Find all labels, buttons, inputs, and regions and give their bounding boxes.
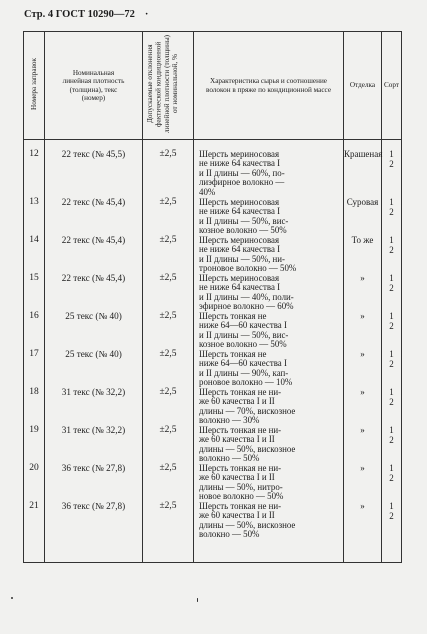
characteristic-line: длины — 50%, вискозное	[199, 519, 296, 530]
row-grade	[382, 464, 402, 502]
row-characteristic	[194, 274, 344, 312]
table-row	[24, 274, 402, 312]
characteristic-line: волокно — 30%	[199, 415, 260, 426]
characteristic-line: же 60 качества I и II	[199, 434, 275, 445]
table-row	[24, 140, 402, 199]
table-row	[24, 502, 402, 563]
table-row	[24, 388, 402, 426]
grade-value: 2	[389, 320, 394, 331]
row-grade	[382, 502, 402, 563]
grade-value: 2	[389, 282, 394, 293]
row-tolerance: ±2,5	[143, 426, 194, 464]
row-tolerance: ±2,5	[143, 274, 194, 312]
characteristic-line: Шерсть мериносовая	[199, 197, 280, 207]
grade-value: 2	[389, 396, 394, 407]
header-dot: ·	[144, 9, 149, 20]
characteristic-line: Шерсть мериносовая	[199, 273, 280, 283]
row-tolerance: ±2,5	[143, 198, 194, 236]
page-header	[24, 9, 148, 20]
col-header-characteristic: Характеристика сырья и соотношение волокон в пряже по кондиционной массе	[194, 32, 344, 140]
row-finish: »	[344, 426, 382, 464]
row-density: 22 текс (№ 45,4)	[45, 236, 143, 274]
characteristic-line: ниже 64—60 качества I	[199, 358, 287, 369]
grade-value: 2	[389, 472, 394, 483]
row-finish: Суровая	[344, 198, 382, 236]
characteristic-line: Шерсть тонкая не	[199, 311, 267, 321]
row-number: 20	[24, 464, 45, 502]
characteristic-line: ниже 64—60 качества I	[199, 320, 287, 331]
grade-value: 1	[389, 387, 394, 397]
row-grade	[382, 140, 402, 199]
characteristic-line: троновое волокно — 50%	[199, 263, 297, 274]
row-finish: »	[344, 274, 382, 312]
grade-value: 2	[389, 206, 394, 217]
characteristic-line: длины — 70%, вискозное	[199, 405, 296, 416]
grade-value: 1	[389, 425, 394, 435]
row-density: 31 текс (№ 32,2)	[45, 388, 143, 426]
row-finish: »	[344, 388, 382, 426]
characteristic-line: Шерсть тонкая не ни-	[199, 387, 282, 397]
row-characteristic	[194, 350, 344, 388]
row-density: 25 текс (№ 40)	[45, 350, 143, 388]
row-characteristic	[194, 198, 344, 236]
row-number: 17	[24, 350, 45, 388]
grade-value: 1	[389, 273, 394, 283]
grade-value: 1	[389, 235, 394, 245]
table-row	[24, 198, 402, 236]
characteristic-line: новое волокно — 50%	[199, 491, 284, 502]
row-number: 16	[24, 312, 45, 350]
row-number: 14	[24, 236, 45, 274]
characteristic-line: и II длины — 40%, поли-	[199, 291, 294, 302]
row-characteristic	[194, 426, 344, 464]
row-density: 36 текс (№ 27,8)	[45, 464, 143, 502]
row-characteristic	[194, 236, 344, 274]
characteristic-line: не ниже 64 качества I	[199, 206, 281, 217]
characteristic-line: не ниже 64 качества I	[199, 244, 281, 255]
characteristic-line: 40%	[199, 186, 216, 197]
row-characteristic	[194, 140, 344, 199]
col-header-tolerance: Допускаемые отклонения фактической кондиционной линейной плотности (толщины) от номинальной, %	[143, 32, 194, 140]
row-grade	[382, 198, 402, 236]
row-number: 21	[24, 502, 45, 563]
characteristic-line: длины — 50%, вискозное	[199, 443, 296, 454]
table-body	[24, 140, 402, 563]
grade-value: 1	[389, 197, 394, 207]
grade-value: 1	[389, 349, 394, 359]
row-tolerance: ±2,5	[143, 350, 194, 388]
characteristic-line: и II длины — 50%, вис-	[199, 215, 289, 226]
row-tolerance: ±2,5	[143, 502, 194, 563]
characteristic-line: волокно — 50%	[199, 453, 260, 464]
row-number: 19	[24, 426, 45, 464]
table-row	[24, 350, 402, 388]
row-grade	[382, 274, 402, 312]
row-finish: »	[344, 502, 382, 563]
row-density: 36 текс (№ 27,8)	[45, 502, 143, 563]
grade-value: 1	[389, 501, 394, 511]
row-density: 22 текс (№ 45,4)	[45, 198, 143, 236]
grade-value: 1	[389, 149, 394, 159]
row-grade	[382, 350, 402, 388]
row-density: 22 текс (№ 45,4)	[45, 274, 143, 312]
characteristic-line: и II длины — 50%, ни-	[199, 253, 285, 264]
row-grade	[382, 426, 402, 464]
row-finish: То же	[344, 236, 382, 274]
col-header-grade: Сорт	[382, 32, 402, 140]
row-tolerance: ±2,5	[143, 140, 194, 199]
characteristic-line: и II длины — 60%, по-	[199, 167, 285, 178]
row-characteristic	[194, 388, 344, 426]
row-finish: Крашеная	[344, 140, 382, 199]
characteristic-line: же 60 качества I и II	[199, 510, 275, 521]
col-header-number: Номера заправок	[24, 32, 45, 140]
row-number: 18	[24, 388, 45, 426]
table-row	[24, 464, 402, 502]
row-tolerance: ±2,5	[143, 312, 194, 350]
row-tolerance: ±2,5	[143, 236, 194, 274]
row-characteristic	[194, 312, 344, 350]
grade-value: 2	[389, 510, 394, 521]
characteristic-line: Шерсть тонкая не	[199, 349, 267, 359]
row-finish: »	[344, 312, 382, 350]
row-number: 12	[24, 140, 45, 199]
scan-mark	[11, 597, 13, 599]
characteristic-line: эфирное волокно — 60%	[199, 301, 294, 312]
characteristic-line: же 60 качества I и II	[199, 472, 275, 483]
row-finish: »	[344, 464, 382, 502]
characteristic-line: же 60 качества I и II	[199, 396, 275, 407]
characteristic-line: лиэфирное волокно —	[199, 177, 285, 188]
grade-value: 2	[389, 358, 394, 369]
table-row	[24, 312, 402, 350]
characteristic-line: Шерсть мериносовая	[199, 235, 280, 245]
table-row	[24, 426, 402, 464]
characteristic-line: Шерсть мериносовая	[199, 149, 280, 159]
grade-value: 2	[389, 244, 394, 255]
row-tolerance: ±2,5	[143, 388, 194, 426]
row-number: 13	[24, 198, 45, 236]
grade-value: 1	[389, 463, 394, 473]
characteristic-line: козное волокно — 50%	[199, 339, 287, 350]
table-header-row	[24, 32, 402, 140]
characteristic-line: Шерсть тонкая не ни-	[199, 463, 282, 473]
characteristic-line: и II длины — 90%, кап-	[199, 367, 289, 378]
table-row	[24, 236, 402, 274]
row-finish: »	[344, 350, 382, 388]
characteristic-line: и II длины — 50%, вис-	[199, 329, 289, 340]
row-density: 31 текс (№ 32,2)	[45, 426, 143, 464]
row-tolerance: ±2,5	[143, 464, 194, 502]
page-label: Стр. 4 ГОСТ 10290—72	[24, 9, 135, 20]
spec-table	[23, 31, 402, 563]
row-characteristic	[194, 502, 344, 563]
col-header-density: Номинальная линейная плотность (толщина), текс (номер)	[45, 32, 143, 140]
grade-value: 1	[389, 311, 394, 321]
grade-value: 2	[389, 158, 394, 169]
row-density: 25 текс (№ 40)	[45, 312, 143, 350]
characteristic-line: Шерсть тонкая не ни-	[199, 425, 282, 435]
row-grade	[382, 312, 402, 350]
scan-mark	[197, 598, 198, 602]
row-grade	[382, 236, 402, 274]
grade-value: 2	[389, 434, 394, 445]
characteristic-line: не ниже 64 качества I	[199, 282, 281, 293]
row-density: 22 текс (№ 45,5)	[45, 140, 143, 199]
characteristic-line: волокно — 50%	[199, 529, 260, 540]
characteristic-line: козное волокно — 50%	[199, 225, 287, 236]
characteristic-line: роновое волокно — 10%	[199, 377, 293, 388]
row-grade	[382, 388, 402, 426]
row-number: 15	[24, 274, 45, 312]
row-characteristic	[194, 464, 344, 502]
col-header-finish: Отделка	[344, 32, 382, 140]
characteristic-line: не ниже 64 качества I	[199, 158, 281, 169]
characteristic-line: Шерсть тонкая не ни-	[199, 501, 282, 511]
characteristic-line: длины — 50%, нитро-	[199, 481, 283, 492]
